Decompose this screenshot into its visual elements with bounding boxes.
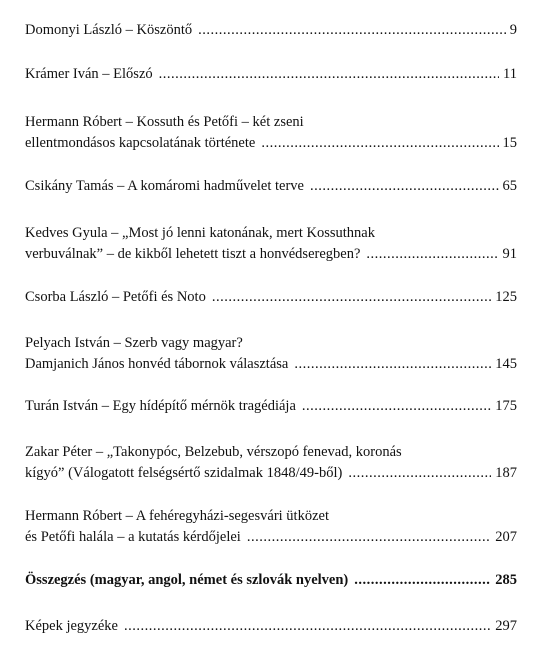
- leader-dots: [124, 616, 491, 637]
- toc-entry-title: Összegzés (magyar, angol, német és szlovák nyelven): [25, 572, 349, 588]
- toc-entry-title: Domonyi László – Köszöntő: [25, 22, 193, 38]
- leader-dots: [294, 354, 491, 375]
- toc-entry-title: Krámer Iván – Előszó: [25, 66, 153, 82]
- toc-entry-title: Kedves Gyula – „Most jó lenni katonának, mert Kossuthnak: [25, 225, 375, 241]
- toc-page-number: 15: [502, 135, 517, 151]
- toc-entry-title: Pelyach István – Szerb vagy magyar?: [25, 335, 243, 351]
- toc-page-number: 91: [502, 246, 517, 262]
- leader-dots: [159, 64, 499, 85]
- toc-entry-summary: [25, 570, 517, 591]
- toc-entry: [25, 616, 517, 637]
- toc-entry-title-continued: Damjanich János honvéd tábornok választása: [25, 356, 289, 372]
- toc-entry: [25, 176, 517, 197]
- leader-dots: [302, 396, 491, 417]
- leader-dots: [354, 570, 491, 591]
- toc-entry-title-continued: kígyó” (Válogatott felségsértő szidalmak 1848/49-ből): [25, 465, 343, 481]
- toc-entry-title: Hermann Róbert – A fehéregyházi-segesvári ütközet: [25, 508, 329, 524]
- leader-dots: [247, 527, 491, 548]
- toc-entry-title: Csorba László – Petőfi és Noto: [25, 289, 206, 305]
- toc-page-number: 175: [495, 398, 517, 414]
- toc-entry: [25, 112, 517, 154]
- toc-page-number: 187: [495, 465, 517, 481]
- leader-dots: [212, 287, 491, 308]
- toc-entry: [25, 442, 517, 484]
- toc-entry: [25, 223, 517, 265]
- toc-page-number: 125: [495, 289, 517, 305]
- toc-entry: [25, 396, 517, 417]
- toc-page-number: 297: [495, 618, 517, 634]
- toc-entry: [25, 333, 517, 375]
- toc-page-number: 207: [495, 529, 517, 545]
- toc-page-number: 9: [509, 22, 517, 38]
- toc-page-number: 65: [502, 178, 517, 194]
- toc-entry: [25, 20, 517, 41]
- toc-entry-title-continued: ellentmondásos kapcsolatának története: [25, 135, 256, 151]
- toc-entry-title: Csikány Tamás – A komáromi hadművelet terve: [25, 178, 304, 194]
- toc-page-number: 11: [503, 66, 517, 82]
- toc-entry: [25, 287, 517, 308]
- toc-entry-title: Turán István – Egy hídépítő mérnök tragédiája: [25, 398, 296, 414]
- toc-page-number: 285: [495, 572, 517, 588]
- leader-dots: [198, 20, 506, 41]
- toc-entry-title-continued: verbuválnak” – de kikből lehetett tiszt a honvédseregben?: [25, 246, 361, 262]
- leader-dots: [261, 133, 498, 154]
- leader-dots: [310, 176, 499, 197]
- toc-entry-title-continued: és Petőfi halála – a kutatás kérdőjelei: [25, 529, 241, 545]
- leader-dots: [366, 244, 498, 265]
- toc-entry-title: Képek jegyzéke: [25, 618, 118, 634]
- toc-page-number: 145: [495, 356, 517, 372]
- toc-entry: [25, 64, 517, 85]
- toc-entry-title: Hermann Róbert – Kossuth és Petőfi – két zseni: [25, 114, 304, 130]
- leader-dots: [348, 463, 491, 484]
- toc-entry-title: Zakar Péter – „Takonypóc, Belzebub, vérszopó fenevad, koronás: [25, 444, 402, 460]
- toc-entry: [25, 506, 517, 548]
